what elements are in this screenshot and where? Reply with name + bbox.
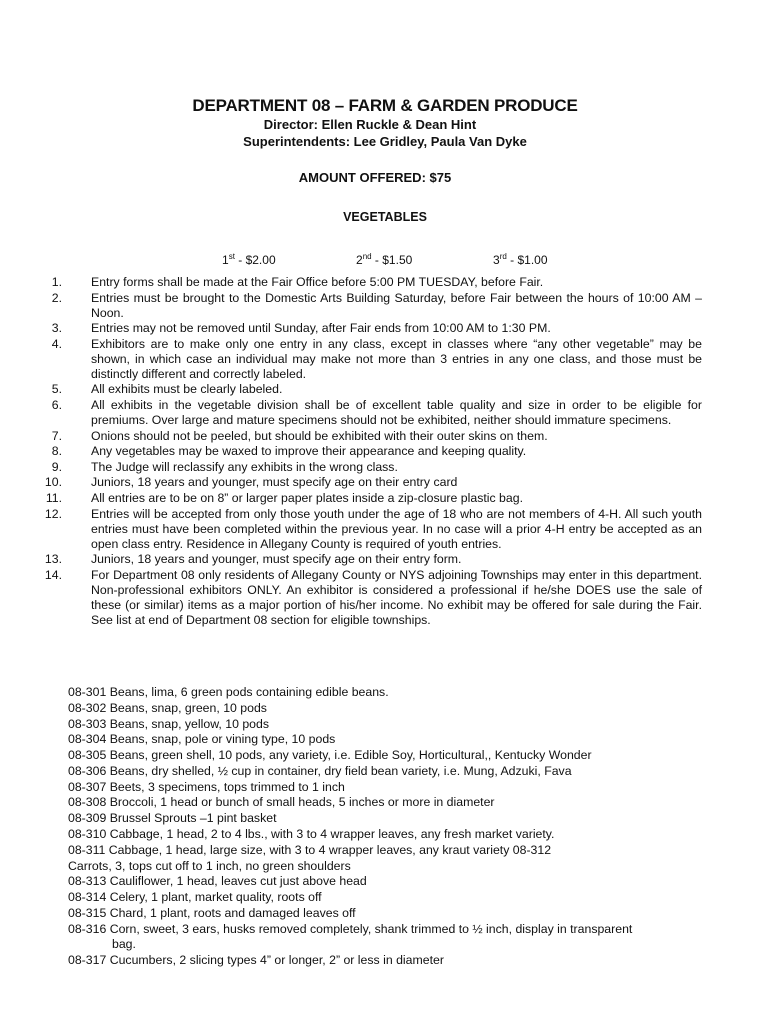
amount-offered: AMOUNT OFFERED: $75 (298, 170, 452, 185)
class-entry: 08-305 Beans, green shell, 10 pods, any variety, i.e. Edible Soy, Horticultural,, Kentucky Wonder (68, 748, 592, 763)
rules-list (40, 275, 702, 628)
class-entry: 08-316 Corn, sweet, 3 ears, husks removed completely, shank trimmed to ½ inch, display in transparent bag. (68, 921, 633, 952)
rule-item: 3. Entries may not be removed until Sunday, after Fair ends from 10:00 AM to 1:30 PM. (51, 321, 551, 336)
class-entry: 08-304 Beans, snap, pole or vining type, 10 pods (68, 732, 336, 747)
class-entry: 08-310 Cabbage, 1 head, 2 to 4 lbs., with 3 to 4 wrapper leaves, any fresh market variety. (68, 827, 555, 842)
prize-third: 3rd - $1.00 (493, 252, 548, 267)
class-entry: 08-317 Cucumbers, 2 slicing types 4” or longer, 2” or less in diameter (68, 953, 444, 968)
rule-item: 1. Entry forms shall be made at the Fair Office before 5:00 PM TUESDAY, before Fair. (51, 275, 544, 289)
class-entry: 08-306 Beans, dry shelled, ½ cup in container, dry field bean variety, i.e. Mung, Adzuki, Fava (68, 763, 572, 778)
superintendents-line: Superintendents: Lee Gridley, Paula Van Dyke (243, 134, 527, 149)
class-entry: 08-311 Cabbage, 1 head, large size, with 3 to 4 wrapper leaves, any kraut variety 08-312 (68, 842, 552, 857)
rule-item: 11. All entries are to be on 8” or larger paper plates inside a zip-closure plastic bag. (45, 490, 523, 505)
class-entry: 08-307 Beets, 3 specimens, tops trimmed to 1 inch (68, 779, 345, 794)
rule-item: 2. Entries must be brought to the Domestic Arts Building Saturday, before Fair between the hours of 10:00 AM – Noon. (51, 290, 702, 320)
rule-item: 10. Juniors, 18 years and younger, must specify age on their entry card (44, 475, 458, 490)
class-entry: 08-308 Broccoli, 1 head or bunch of small heads, 5 inches or more in diameter (68, 795, 495, 810)
rule-item: 5. All exhibits must be clearly labeled. (51, 382, 283, 397)
prize-first: 1st - $2.00 (222, 252, 276, 267)
class-entry: 08-313 Cauliflower, 1 head, leaves cut just above head (68, 874, 367, 889)
rule-item: 6. All exhibits in the vegetable division shall be of excellent table quality and size in order to be eligible for premiums. Over large and mature specimens should not be exhibited, neither should immature specimens. (51, 397, 702, 427)
class-entry: 08-315 Chard, 1 plant, roots and damaged leaves off (68, 905, 356, 920)
director-line: Director: Ellen Ruckle & Dean Hint (263, 117, 477, 132)
rule-item: 12. Entries will be accepted from only those youth under the age of 18 who are not members of 4-H. All such youth entries must have been completed within the previous year. In no case will a prior 4-H entry be accepted as an open class entry. Residence in Allegany County is required of youth entries. (44, 506, 702, 551)
section-heading: VEGETABLES (343, 210, 427, 224)
prize-second: 2nd - $1.50 (356, 252, 413, 267)
rule-item: 9. The Judge will reclassify any exhibits in the wrong class. (51, 459, 398, 474)
class-entry: 08-302 Beans, snap, green, 10 pods (68, 700, 267, 715)
rule-item: 8. Any vegetables may be waxed to improve their appearance and keeping quality. (51, 444, 527, 459)
department-title: DEPARTMENT 08 – FARM & GARDEN PRODUCE (192, 96, 578, 115)
class-entry: 08-309 Brussel Sprouts –1 pint basket (68, 811, 277, 826)
class-entries-list (68, 685, 708, 969)
class-entry: Carrots, 3, tops cut off to 1 inch, no green shoulders (68, 858, 351, 873)
class-entry: 08-301 Beans, lima, 6 green pods containing edible beans. (68, 685, 389, 699)
class-entry: 08-314 Celery, 1 plant, market quality, roots off (68, 890, 322, 905)
rule-item: 7. Onions should not be peeled, but should be exhibited with their outer skins on them. (51, 428, 548, 443)
class-entry: 08-303 Beans, snap, yellow, 10 pods (68, 716, 269, 731)
rule-item: 4. Exhibitors are to make only one entry in any class, except in classes where “any other vegetable” may be shown, in which case an individual may make not more than 3 entries in any one class, and those must be distinctly different and correctly labeled. (51, 336, 702, 381)
rule-item: 13. Juniors, 18 years and younger, must specify age on their entry form. (44, 552, 462, 567)
rule-item: 14. For Department 08 only residents of Allegany County or NYS adjoining Townships may enter in this department. Non-professional exhibitors ONLY. An exhibitor is considered a professional if he/she DOES use the sale of these (or similar) items as a major portion of his/her income. No exhibit may be offered for sale during the Fair. See list at end of Department 08 section for eligible townships. (44, 567, 702, 627)
